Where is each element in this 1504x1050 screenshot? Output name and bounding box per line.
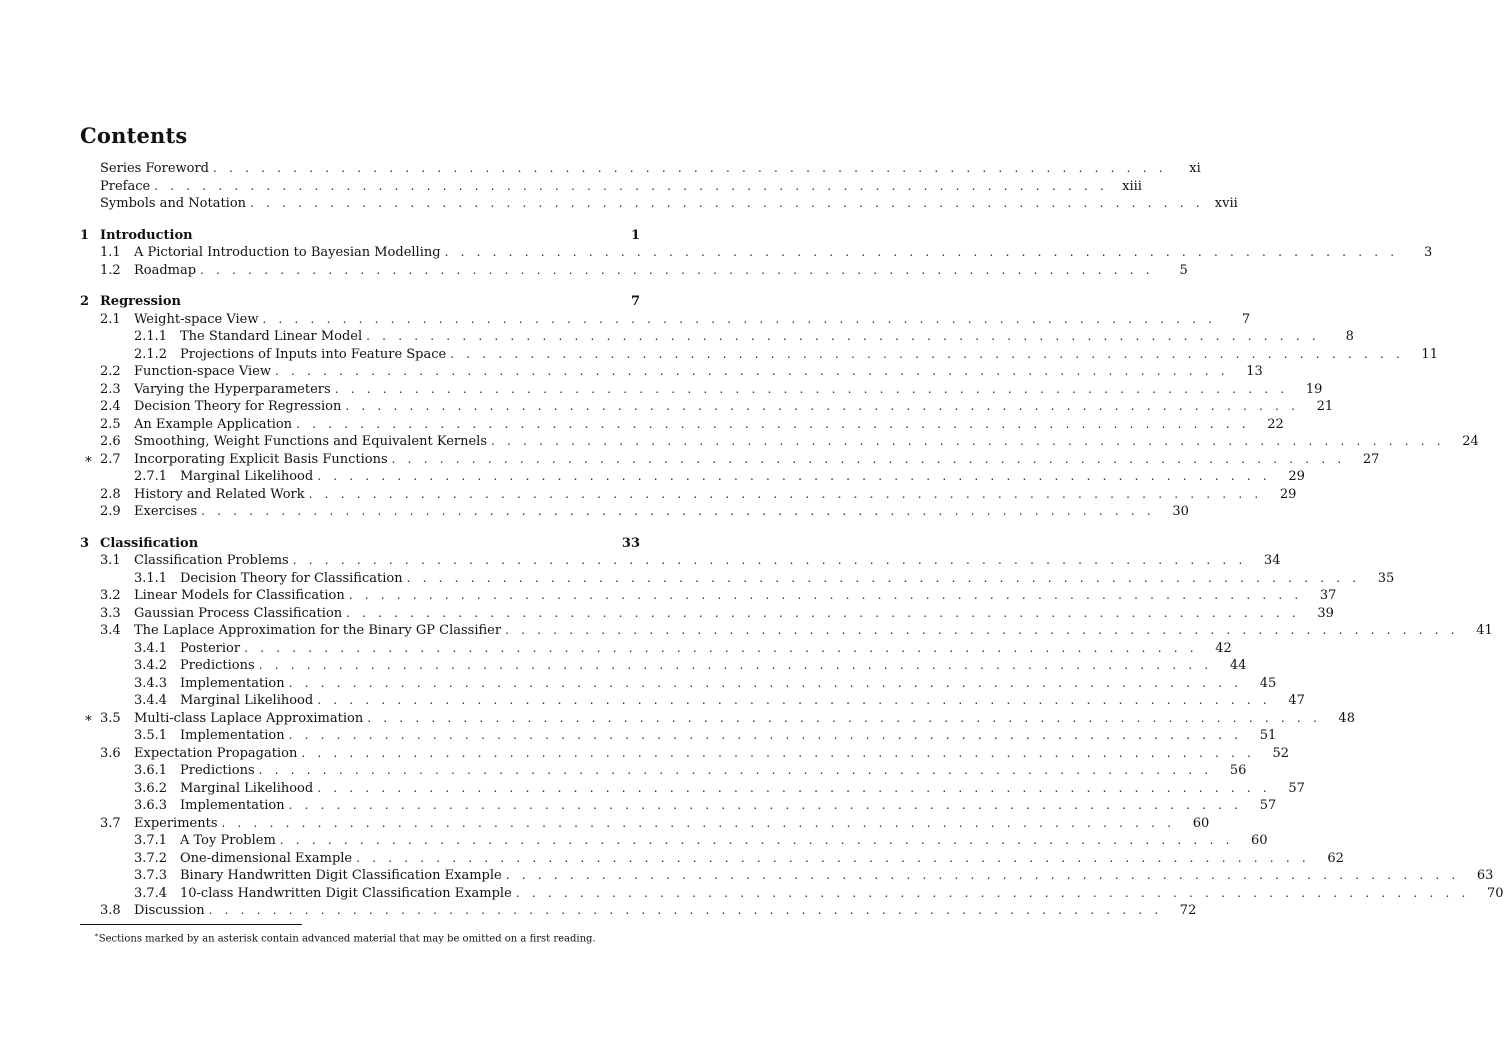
dot-leader: . . . . . . . . . . . . . . . . . . . . . . . . . . . . . . . . . . . . . . . . . . . . . . . . . . . . . . . . . . . . [317, 469, 1271, 483]
toc-title: 10-class Handwritten Digit Classification Example [180, 885, 512, 901]
toc-title: Marginal Likelihood [180, 693, 314, 708]
toc-number: 2.7.1 [134, 469, 168, 484]
toc-number: 3.1 [100, 553, 121, 568]
dot-leader: . . . . . . . . . . . . . . . . . . . . . . . . . . . . . . . . . . . . . . . . . . . . . . . . . . . . . . . . . . . . [154, 178, 1108, 193]
toc-page-number: 44 [1229, 658, 1247, 673]
toc-entry[interactable] [80, 311, 1251, 329]
toc-entry[interactable] [80, 262, 1188, 280]
toc-entry[interactable] [80, 363, 1263, 381]
dot-leader: . . . . . . . . . . . . . . . . . . . . . . . . . . . . . . . . . . . . . . . . . . . . . . . . . . . . . . . . . . . . [345, 399, 1300, 413]
toc-title: Decision Theory for Classification [180, 570, 403, 586]
toc-page-number: 45 [1259, 675, 1277, 691]
toc-number: 3.6 [100, 745, 121, 761]
dot-leader: . . . . . . . . . . . . . . . . . . . . . . . . . . . . . . . . . . . . . . . . . . . . . . . . . . . . . . . . . . . . [444, 245, 1399, 259]
toc-page-number: 39 [1317, 605, 1334, 621]
toc-page-number: 29 [1288, 469, 1305, 484]
toc-title: Implementation [180, 675, 285, 691]
toc-entry[interactable] [80, 780, 1305, 798]
toc-number: 3.6.1 [134, 763, 168, 778]
dot-leader: . . . . . . . . . . . . . . . . . . . . . . . . . . . . . . . . . . . . . . . . . . . . . . . . . . . . . . . . . . . . [275, 364, 1229, 378]
toc-page-number: 29 [1279, 486, 1297, 502]
toc-title: Incorporating Explicit Basis Functions [134, 451, 388, 467]
footnote-marker: ∗ [94, 931, 99, 939]
toc-number: 2.7 [100, 451, 121, 467]
toc-title: The Laplace Approximation for the Binary GP Classifier [134, 623, 502, 638]
toc-entry[interactable] [80, 797, 1277, 815]
toc-page-number: xiii [1122, 178, 1142, 194]
toc-title: Linear Models for Classification [134, 588, 345, 603]
toc-title: Experiments [134, 815, 218, 831]
toc-title: Gaussian Process Classification [134, 605, 343, 621]
toc-number: 3.5.1 [134, 728, 168, 743]
toc-title: An Example Application [134, 416, 293, 432]
toc-page-number: 41 [1476, 623, 1493, 638]
toc-page-number: 63 [1476, 868, 1494, 883]
toc-page-number: 1 [630, 227, 640, 243]
toc-number: 2.1 [100, 311, 121, 327]
toc-chapter[interactable] [80, 227, 640, 245]
toc-page-number: 27 [1362, 451, 1380, 467]
dot-leader: . . . . . . . . . . . . . . . . . . . . . . . . . . . . . . . . . . . . . . . . . . . . . . . . . . . . . . . . . . . . [348, 588, 1303, 602]
toc-entry[interactable] [80, 381, 1323, 399]
dot-leader: . . . . . . . . . . . . . . . . . . . . . . . . . . . . . . . . . . . . . . . . . . . . . . . . . . . . . . . . . . . . [258, 658, 1213, 672]
toc-page-number: 57 [1259, 798, 1277, 813]
toc-entry[interactable] [80, 867, 1494, 885]
toc-page-number: 11 [1421, 346, 1438, 362]
toc-entry[interactable] [80, 640, 1232, 658]
dot-leader: . . . . . . . . . . . . . . . . . . . . . . . . . . . . . . . . . . . . . . . . . . . . . . . . . . . . . . . . . . . . [505, 623, 1459, 637]
toc-title: Multi-class Laplace Approximation [134, 710, 364, 726]
toc-page-number: 47 [1288, 693, 1305, 708]
toc-entry[interactable] [80, 346, 1438, 364]
toc-entry[interactable] [80, 160, 1201, 178]
toc-page-number: 48 [1338, 710, 1355, 726]
toc-entry[interactable] [80, 692, 1305, 710]
toc-number: 3.4.3 [134, 675, 168, 691]
dot-leader: . . . . . . . . . . . . . . . . . . . . . . . . . . . . . . . . . . . . . . . . . . . . . . . . . . . . . . . . . . . . [262, 311, 1217, 326]
dot-leader: . . . . . . . . . . . . . . . . . . . . . . . . . . . . . . . . . . . . . . . . . . . . . . . . . . . . . . . . . . . . [250, 196, 1204, 210]
dot-leader: . . . . . . . . . . . . . . . . . . . . . . . . . . . . . . . . . . . . . . . . . . . . . . . . . . . . . . . . . . . . [292, 553, 1247, 567]
toc-number: 2.3 [100, 381, 121, 397]
dot-leader: . . . . . . . . . . . . . . . . . . . . . . . . . . . . . . . . . . . . . . . . . . . . . . . . . . . . . . . . . . . . [288, 798, 1243, 812]
toc-entry[interactable] [80, 622, 1493, 640]
toc-page-number: 35 [1377, 570, 1395, 586]
dot-leader: . . . . . . . . . . . . . . . . . . . . . . . . . . . . . . . . . . . . . . . . . . . . . . . . . . . . . . . . . . . . [208, 903, 1163, 917]
toc-number: 3.7.2 [134, 850, 168, 866]
toc-title: Predictions [180, 763, 255, 778]
dot-leader: . . . . . . . . . . . . . . . . . . . . . . . . . . . . . . . . . . . . . . . . . . . . . . . . . . . . . . . . . . . . [505, 868, 1460, 882]
toc-number: 3.5 [100, 710, 121, 726]
toc-page-number: 37 [1319, 588, 1337, 603]
dot-leader: . . . . . . . . . . . . . . . . . . . . . . . . . . . . . . . . . . . . . . . . . . . . . . . . . . . . . . . . . . . . [367, 710, 1321, 725]
dot-leader: . . . . . . . . . . . . . . . . . . . . . . . . . . . . . . . . . . . . . . . . . . . . . . . . . . . . . . . . . . . . [288, 728, 1243, 742]
toc-number: 2 [80, 294, 90, 309]
toc-entry[interactable] [80, 605, 1334, 623]
dot-leader: . . . . . . . . . . . . . . . . . . . . . . . . . . . . . . . . . . . . . . . . . . . . . . . . . . . . . . . . . . . . [406, 570, 1361, 585]
toc-number: 2.1.2 [134, 346, 168, 362]
toc-entry[interactable] [80, 815, 1210, 833]
dot-leader: . . . . . . . . . . . . . . . . . . . . . . . . . . . . . . . . . . . . . . . . . . . . . . . . . . . . . . . . . . . . [296, 416, 1250, 431]
footnote [94, 928, 596, 946]
toc-entry[interactable] [80, 451, 1380, 469]
toc-number: 3.7 [100, 815, 121, 831]
toc-entry[interactable] [80, 832, 1268, 850]
toc-title: Implementation [180, 798, 285, 813]
toc-entry[interactable] [80, 486, 1297, 504]
toc-entry[interactable] [80, 433, 1479, 451]
toc-page-number: 57 [1288, 780, 1305, 796]
toc-page-number: 8 [1345, 329, 1354, 344]
toc-number: 2.9 [100, 504, 121, 519]
toc-page-number: xvii [1214, 196, 1238, 211]
dot-leader: . . . . . . . . . . . . . . . . . . . . . . . . . . . . . . . . . . . . . . . . . . . . . . . . . . . . . . . . . . . . [213, 161, 1167, 175]
toc-entry[interactable] [80, 902, 1197, 920]
toc-number: 2.8 [100, 486, 121, 502]
dot-leader: . . . . . . . . . . . . . . . . . . . . . . . . . . . . . . . . . . . . . . . . . . . . . . . . . . . . . . . . . . . . [334, 381, 1289, 396]
toc-number: 3.4.1 [134, 640, 168, 656]
toc-entry[interactable] [80, 552, 1281, 570]
toc-page-number: 7 [630, 294, 640, 309]
toc-entry[interactable] [80, 710, 1355, 728]
toc-number: 2.2 [100, 364, 121, 379]
toc-page-number: 19 [1305, 381, 1323, 397]
dot-leader: . . . . . . . . . . . . . . . . . . . . . . . . . . . . . . . . . . . . . . . . . . . . . . . . . . . . . . . . . . . . [317, 693, 1271, 707]
dot-leader: . . . . . . . . . . . . . . . . . . . . . . . . . . . . . . . . . . . . . . . . . . . . . . . . . . . . . . . . . . . . [200, 262, 1154, 277]
toc-title: Smoothing, Weight Functions and Equivalent Kernels [134, 434, 487, 449]
toc-title: Regression [100, 294, 181, 309]
dot-leader: . . . . . . . . . . . . . . . . . . . . . . . . . . . . . . . . . . . . . . . . . . . . . . . . . . . . . . . . . . . . [279, 833, 1234, 847]
toc-number: 3.4 [100, 623, 121, 638]
toc-page-number: 13 [1246, 364, 1263, 379]
page-title: Contents [80, 123, 188, 148]
toc-page-number: 60 [1192, 815, 1210, 831]
advanced-asterisk: ∗ [84, 710, 93, 726]
toc-page-number: 70 [1486, 885, 1504, 901]
toc-entry[interactable] [80, 850, 1344, 868]
toc-entry[interactable] [80, 328, 1354, 346]
footnote-text: Sections marked by an asterisk contain advanced material that may be omitted on a first reading. [98, 933, 596, 945]
toc-page-number: 21 [1316, 399, 1334, 414]
toc-entry[interactable] [80, 398, 1334, 416]
toc-number: 3.4.2 [134, 658, 168, 673]
toc-chapter[interactable] [80, 535, 640, 553]
toc-title: Marginal Likelihood [180, 780, 314, 796]
toc-entry[interactable] [80, 468, 1305, 486]
toc-title: Function-space View [134, 364, 272, 379]
toc-number: 1.1 [100, 245, 121, 260]
toc-page-number: 51 [1259, 728, 1277, 743]
toc-entry[interactable] [80, 195, 1238, 213]
toc-page-number: 24 [1462, 434, 1479, 449]
toc-title: History and Related Work [134, 486, 305, 502]
toc-number: 3.7.1 [134, 833, 168, 848]
toc-entry[interactable] [80, 762, 1247, 780]
dot-leader: . . . . . . . . . . . . . . . . . . . . . . . . . . . . . . . . . . . . . . . . . . . . . . . . . . . . . . . . . . . . [391, 451, 1346, 466]
toc-page-number: 34 [1263, 553, 1281, 568]
advanced-asterisk: ∗ [84, 451, 93, 467]
dot-leader: . . . . . . . . . . . . . . . . . . . . . . . . . . . . . . . . . . . . . . . . . . . . . . . . . . . . . . . . . . . . [308, 486, 1263, 501]
dot-leader: . . . . . . . . . . . . . . . . . . . . . . . . . . . . . . . . . . . . . . . . . . . . . . . . . . . . . . . . . . . . [244, 640, 1198, 655]
toc-number: 2.4 [100, 399, 121, 414]
toc-title: Introduction [100, 227, 193, 243]
toc-title: Exercises [134, 504, 198, 519]
toc-title: Implementation [180, 728, 285, 743]
toc-title: The Standard Linear Model [180, 329, 363, 344]
toc-entry[interactable] [80, 745, 1290, 763]
toc-title: Classification [100, 535, 199, 551]
toc-page-number: 62 [1327, 850, 1344, 866]
toc-title: A Toy Problem [180, 833, 276, 848]
toc-page-number: 72 [1179, 903, 1197, 918]
toc-number: 3.7.4 [134, 885, 168, 901]
toc-number: 2.5 [100, 416, 121, 432]
toc-title: One-dimensional Example [180, 850, 353, 866]
dot-leader: . . . . . . . . . . . . . . . . . . . . . . . . . . . . . . . . . . . . . . . . . . . . . . . . . . . . . . . . . . . . [366, 329, 1320, 343]
dot-leader: . . . . . . . . . . . . . . . . . . . . . . . . . . . . . . . . . . . . . . . . . . . . . . . . . . . . . . . . . . . . [450, 346, 1404, 361]
toc-page-number: 52 [1272, 745, 1290, 761]
toc-title: Classification Problems [134, 553, 289, 568]
dot-leader: . . . . . . . . . . . . . . . . . . . . . . . . . . . . . . . . . . . . . . . . . . . . . . . . . . . . . . . . . . . . [491, 434, 1445, 448]
dot-leader: . . . . . . . . . . . . . . . . . . . . . . . . . . . . . . . . . . . . . . . . . . . . . . . . . . . . . . . . . . . . [317, 780, 1271, 795]
toc-title: Projections of Inputs into Feature Space [180, 346, 447, 362]
toc-title: Decision Theory for Regression [134, 399, 342, 414]
toc-title: Expectation Propagation [134, 745, 298, 761]
toc-title: Discussion [134, 903, 205, 918]
toc-page-number: 60 [1250, 833, 1268, 848]
toc-number: 3.4.4 [134, 693, 168, 708]
toc-title: Preface [100, 178, 151, 194]
dot-leader: . . . . . . . . . . . . . . . . . . . . . . . . . . . . . . . . . . . . . . . . . . . . . . . . . . . . . . . . . . . . [515, 885, 1470, 900]
toc-entry[interactable] [80, 570, 1395, 588]
toc-title: Weight-space View [134, 311, 259, 327]
toc-number: 2.6 [100, 434, 121, 449]
toc-number: 3.8 [100, 903, 121, 918]
toc-page-number: 5 [1179, 262, 1188, 278]
dot-leader: . . . . . . . . . . . . . . . . . . . . . . . . . . . . . . . . . . . . . . . . . . . . . . . . . . . . . . . . . . . . [201, 504, 1155, 518]
toc-number: 3.3 [100, 605, 121, 621]
toc-page-number: xi [1189, 161, 1201, 176]
toc-number: 3.6.3 [134, 798, 168, 813]
toc-page-number: 33 [621, 535, 640, 551]
dot-leader: . . . . . . . . . . . . . . . . . . . . . . . . . . . . . . . . . . . . . . . . . . . . . . . . . . . . . . . . . . . . [346, 605, 1300, 620]
toc-number: 3 [80, 535, 90, 551]
toc-title: Roadmap [134, 262, 197, 278]
toc-title: Series Foreword [100, 161, 210, 176]
toc-page-number: 56 [1229, 763, 1247, 778]
dot-leader: . . . . . . . . . . . . . . . . . . . . . . . . . . . . . . . . . . . . . . . . . . . . . . . . . . . . . . . . . . . . [258, 763, 1213, 777]
toc-title: Varying the Hyperparameters [134, 381, 331, 397]
toc-entry[interactable] [80, 885, 1504, 903]
toc-page-number: 42 [1215, 640, 1232, 656]
toc-page-number: 7 [1241, 311, 1251, 327]
toc-entry[interactable] [80, 675, 1277, 693]
toc-title: Binary Handwritten Digit Classification Example [180, 868, 502, 883]
toc-title: Posterior [180, 640, 241, 656]
toc-title: A Pictorial Introduction to Bayesian Modelling [134, 245, 441, 260]
toc-entry[interactable] [80, 587, 1337, 605]
toc-page-number: 22 [1267, 416, 1284, 432]
dot-leader: . . . . . . . . . . . . . . . . . . . . . . . . . . . . . . . . . . . . . . . . . . . . . . . . . . . . . . . . . . . . [301, 745, 1256, 760]
toc-title: Symbols and Notation [100, 196, 247, 211]
toc-entry[interactable] [80, 244, 1433, 262]
toc-entry[interactable] [80, 416, 1284, 434]
table-of-contents [80, 160, 1504, 920]
toc-entry[interactable] [80, 727, 1277, 745]
toc-title: Predictions [180, 658, 255, 673]
toc-entry[interactable] [80, 657, 1247, 675]
toc-page-number: 30 [1172, 504, 1189, 519]
toc-number: 3.2 [100, 588, 121, 603]
toc-page-number: 3 [1424, 245, 1433, 260]
toc-chapter[interactable] [80, 293, 640, 311]
toc-entry[interactable] [80, 178, 1142, 196]
dot-leader: . . . . . . . . . . . . . . . . . . . . . . . . . . . . . . . . . . . . . . . . . . . . . . . . . . . . . . . . . . . . [221, 815, 1176, 830]
toc-title: Marginal Likelihood [180, 469, 314, 484]
toc-number: 2.1.1 [134, 329, 168, 344]
toc-number: 3.6.2 [134, 780, 168, 796]
toc-number: 3.7.3 [134, 868, 168, 883]
dot-leader: . . . . . . . . . . . . . . . . . . . . . . . . . . . . . . . . . . . . . . . . . . . . . . . . . . . . . . . . . . . . [356, 850, 1310, 865]
toc-number: 3.1.1 [134, 570, 168, 586]
toc-number: 1 [80, 227, 90, 243]
dot-leader: . . . . . . . . . . . . . . . . . . . . . . . . . . . . . . . . . . . . . . . . . . . . . . . . . . . . . . . . . . . . [288, 675, 1243, 690]
toc-entry[interactable] [80, 503, 1189, 521]
footnote-rule [80, 924, 302, 925]
toc-number: 1.2 [100, 262, 121, 278]
